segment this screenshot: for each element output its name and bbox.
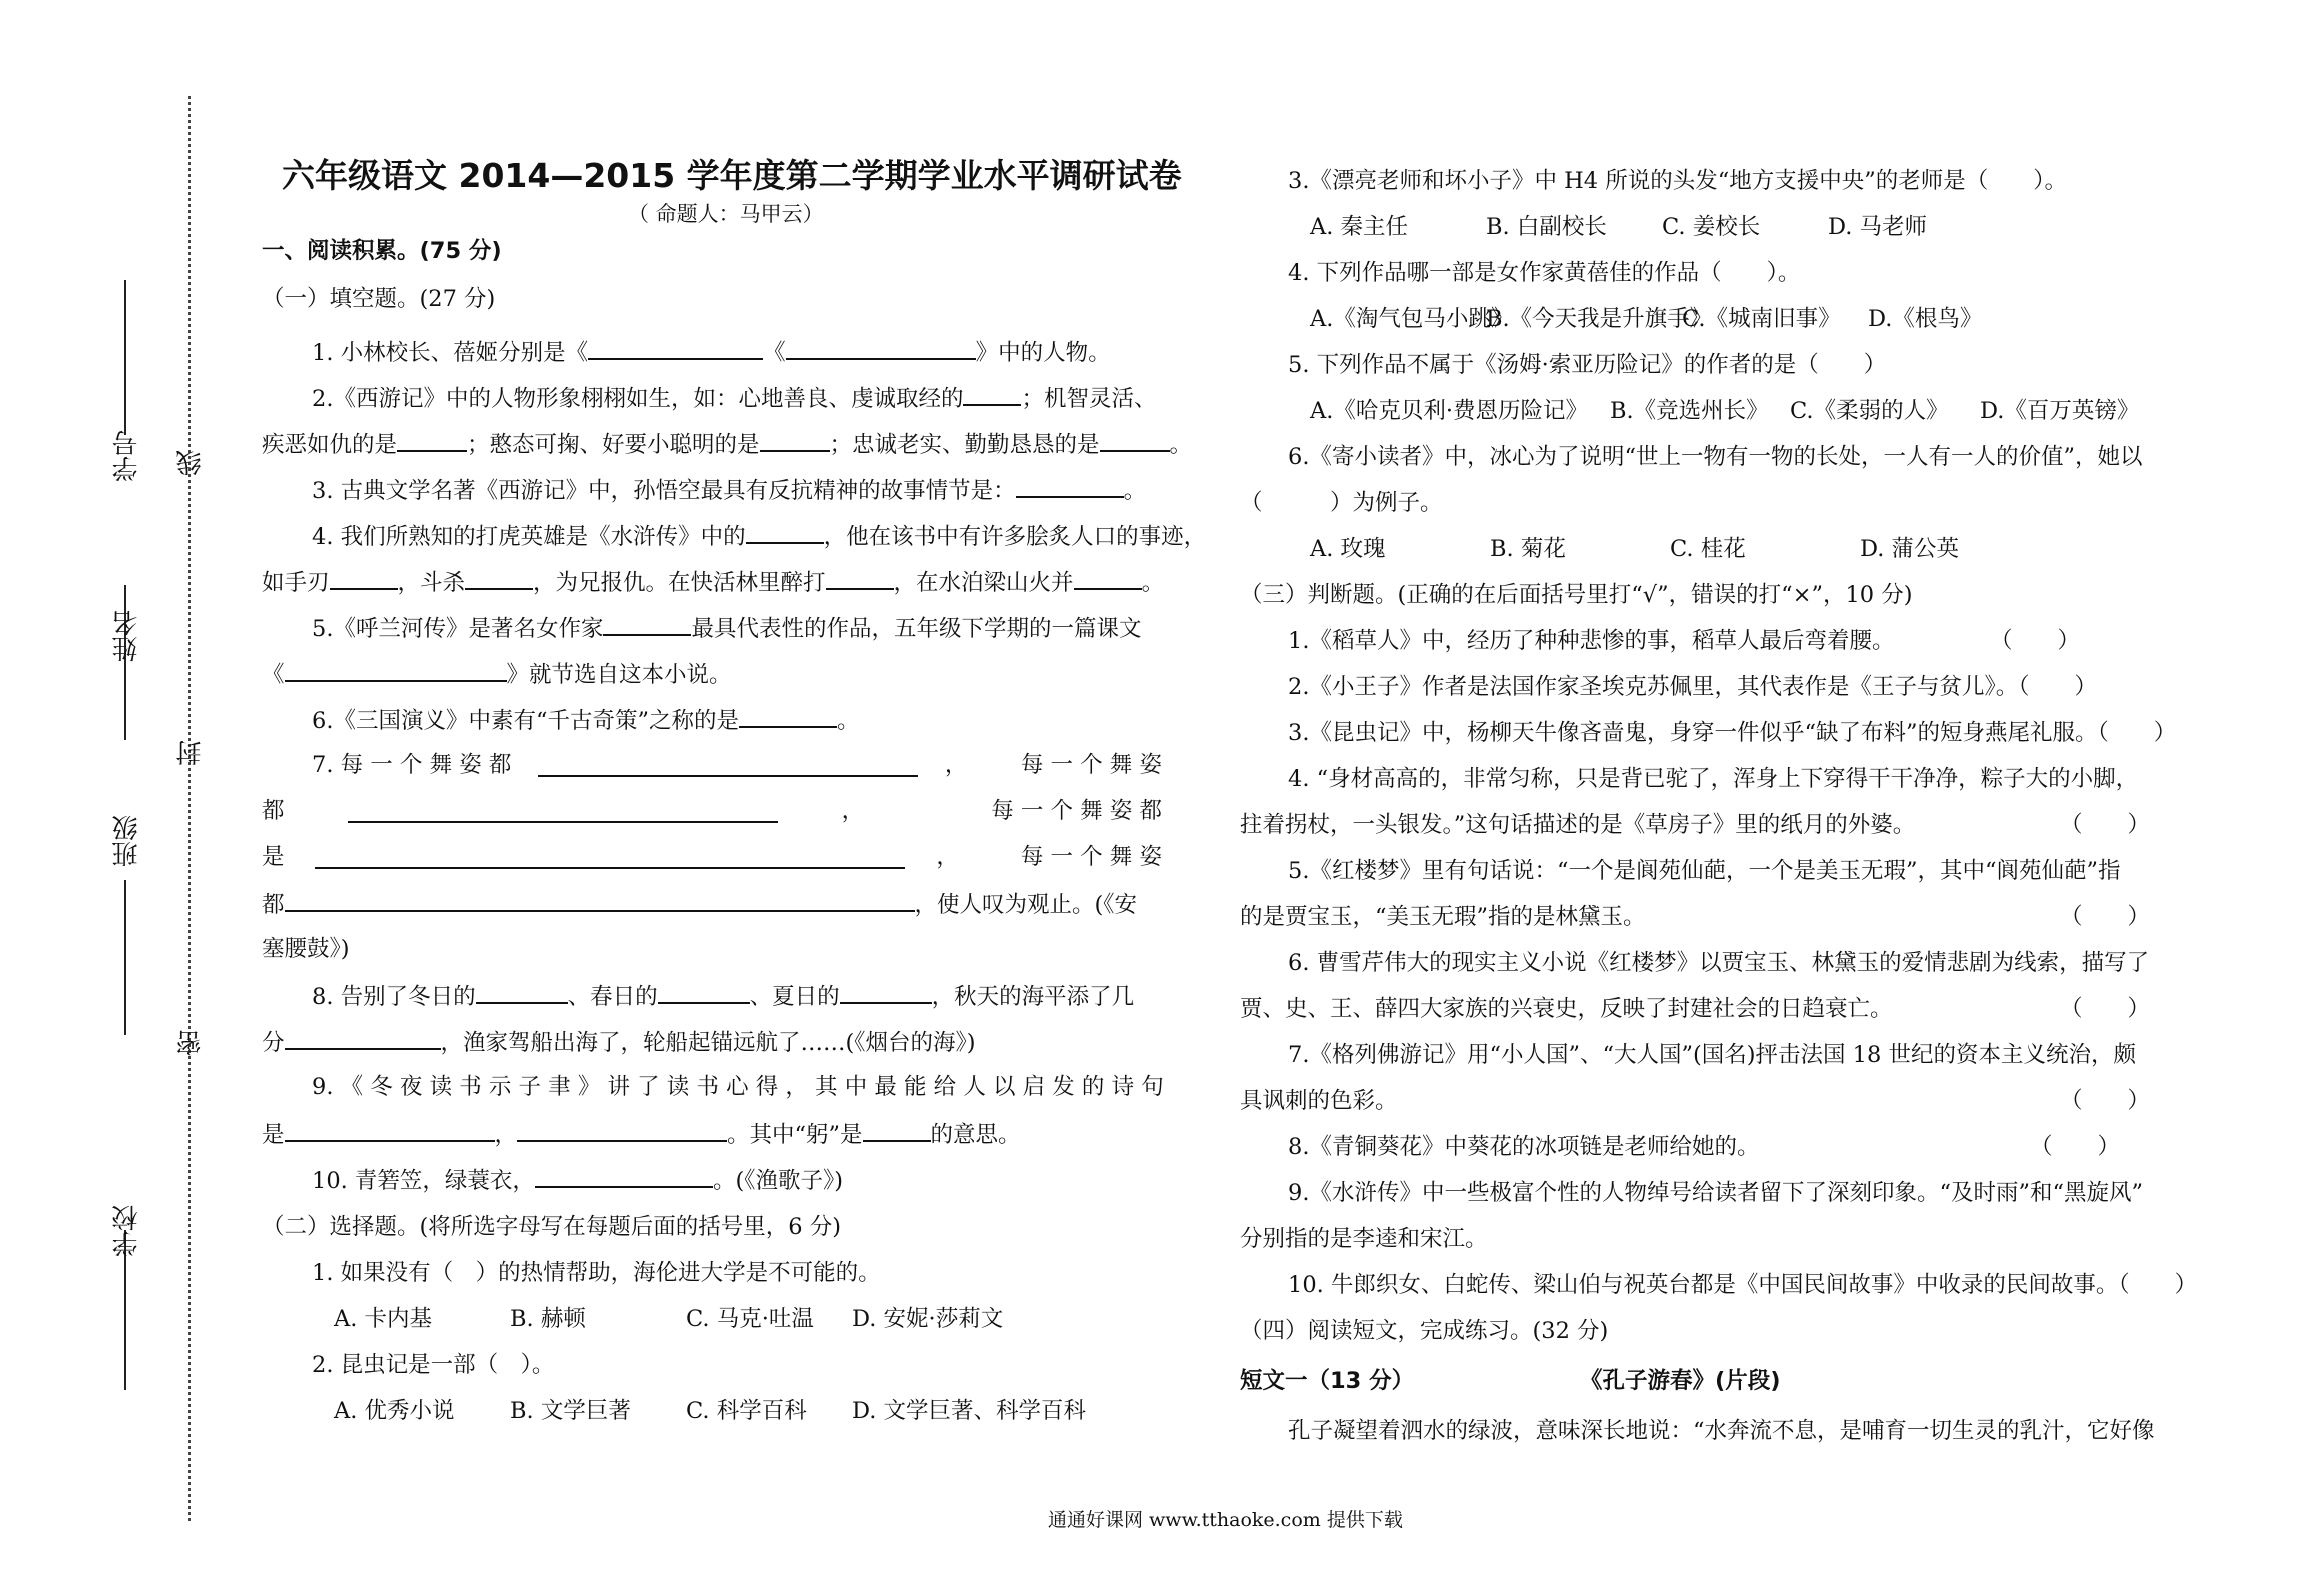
option-a: A. 玫瑰 — [1310, 536, 1386, 562]
answer-blank — [285, 1122, 495, 1142]
line-text: 3. 古典文学名著《西游记》中，孙悟空最具有反抗精神的故事情节是： — [312, 478, 1016, 504]
answer-brackets: （ ） — [1990, 628, 2081, 654]
answer-blank — [465, 570, 533, 590]
line-text: 每 一 个 舞 姿 — [1020, 752, 1162, 778]
line-text: ，使人叹为观止。(《安 — [914, 892, 1138, 918]
text-line — [312, 616, 1141, 641]
text-line — [1310, 216, 1978, 239]
option-a: A.《淘气包马小跳》 — [1310, 306, 1514, 332]
line-text: 8. 告别了冬日的 — [312, 984, 476, 1010]
line-text: 的是贾宝玉，“美玉无瑕”指的是林黛玉。 — [1240, 904, 1646, 930]
text-line — [262, 662, 732, 687]
line-text: 9.《水浒传》中一些极富个性的人物绰号给读者留下了深刻印象。“及时雨”和“黑旋风” — [1288, 1180, 2143, 1206]
option-b: B. 白副校长 — [1486, 214, 1607, 240]
name-label: 姓名 — [112, 610, 142, 662]
text-line — [1310, 308, 1988, 331]
line-text: ，在水泊梁山火并 — [893, 570, 1074, 596]
line-text: 2.《西游记》中的人物形象栩栩如生，如：心地善良、虔诚取经的 — [312, 386, 964, 412]
line-text: 7. 每 一 个 舞 姿 都 — [312, 752, 512, 778]
text-line — [262, 288, 495, 311]
text-line — [1288, 722, 2176, 745]
option-b: B.《竞选州长》 — [1610, 398, 1769, 424]
line-text: 分 — [262, 1030, 285, 1056]
line-text: （一）填空题。(27 分) — [262, 286, 496, 312]
answer-brackets: （ ） — [2060, 812, 2151, 838]
line-text: 。 — [836, 708, 860, 734]
text-line — [1288, 860, 2120, 883]
line-text: 一、阅读积累。(75 分) — [262, 238, 502, 264]
answer-blank — [285, 662, 507, 682]
text-line — [1240, 492, 1443, 515]
line-text: 拄着拐杖，一头银发。”这句话描述的是《草房子》里的纸月的外婆。 — [1240, 812, 1916, 838]
school-label: 学校 — [112, 1205, 142, 1257]
answer-blank — [863, 1122, 931, 1142]
option-c: C. 马克·吐温 — [686, 1306, 814, 1332]
line-text: ，为兄报仇。在快活林里醉打 — [533, 570, 826, 596]
student-id-label: 学号 — [112, 430, 142, 482]
line-text: 如手刃 — [262, 570, 330, 596]
text-line — [1310, 400, 2160, 423]
text-line — [312, 754, 1162, 777]
answer-blank — [760, 432, 830, 452]
text-line — [1240, 996, 2151, 1022]
line-text: ， — [841, 798, 865, 824]
text-line — [1288, 354, 1886, 377]
answer-blank — [826, 570, 894, 590]
text-line — [262, 846, 1162, 869]
text-line — [1240, 1228, 1488, 1251]
text-line — [1288, 628, 2081, 654]
line-text: 》就节选自这本小说。 — [506, 662, 732, 688]
answer-blank — [1100, 432, 1170, 452]
answer-brackets: （ ） — [2060, 904, 2151, 930]
line-text: 分别指的是李逵和宋江。 — [1240, 1226, 1488, 1252]
text-line — [1288, 768, 2138, 791]
line-text: 5. 下列作品不属于《汤姆·索亚历险记》的作者的是（ ） — [1288, 352, 1887, 378]
answer-brackets: （ ） — [2030, 1134, 2121, 1160]
option-c: C.《城南旧事》 — [1682, 306, 1841, 332]
line-text: 5.《呼兰河传》是著名女作家 — [312, 616, 604, 642]
answer-blank — [588, 340, 763, 360]
line-text: 每 一 个 舞 姿 都 — [991, 798, 1162, 824]
answer-blank — [538, 757, 918, 777]
answer-blank — [315, 849, 905, 869]
exam-author: （ 命题人：马甲云） — [628, 202, 824, 226]
option-d: D.《根鸟》 — [1868, 306, 1983, 332]
line-text: 的意思。 — [930, 1122, 1021, 1148]
text-line — [312, 1168, 843, 1193]
line-text: 具讽刺的色彩。 — [1240, 1088, 1398, 1114]
line-text: ，他在该书中有许多脍炙人口的事迹， — [823, 524, 1207, 550]
option-c: C. 科学百科 — [686, 1398, 807, 1424]
dotted-cut-line — [188, 96, 191, 1521]
line-text: 短文一（13 分） — [1240, 1368, 1415, 1394]
option-d: D.《百万英镑》 — [1980, 398, 2140, 424]
text-line — [312, 340, 1111, 365]
line-text: 塞腰鼓》) — [262, 936, 350, 962]
name-line — [124, 585, 126, 740]
line-text: 4. “身材高高的，非常匀称，只是背已驼了，浑身上下穿得干干净净，粽子大的小脚， — [1288, 766, 2139, 792]
binding-margin — [0, 0, 260, 1595]
line-text: 。(《渔歌子》) — [712, 1168, 843, 1194]
answer-blank — [535, 1168, 713, 1188]
line-text: ， — [944, 752, 968, 778]
line-text: 1. 如果没有（ ）的热情帮助，海伦进大学是不可能的。 — [312, 1260, 881, 1286]
line-text: （二）选择题。(将所选字母写在每题后面的括号里，6 分) — [262, 1214, 842, 1240]
line-text: 每 一 个 舞 姿 — [1020, 844, 1162, 870]
line-text: 是 — [262, 844, 285, 870]
line-text: ；机智灵活、 — [1021, 386, 1157, 412]
answer-blank — [963, 386, 1021, 406]
answer-blank — [330, 570, 398, 590]
answer-blank — [397, 432, 467, 452]
text-line — [1240, 904, 2151, 930]
line-text: 、夏日的 — [749, 984, 840, 1010]
answer-blank — [517, 1122, 727, 1142]
answer-blank — [658, 984, 750, 1004]
line-text: 3.《漂亮老师和坏小子》中 H4 所说的头发“地方支援中央”的老师是（ ）。 — [1288, 168, 2067, 194]
line-text: 》中的人物。 — [975, 340, 1111, 366]
line-text: 1.《稻草人》中，经历了种种悲惨的事，稻草人最后弯着腰。 — [1288, 628, 1895, 654]
line-text: 2.《小王子》作者是法国作家圣埃克苏佩里，其代表作是《王子与贫儿》。（ ） — [1288, 674, 2097, 700]
answer-brackets: （ ） — [2060, 1088, 2151, 1114]
text-line — [262, 1030, 976, 1055]
option-d: D. 文学巨著、科学百科 — [852, 1398, 1087, 1424]
page-footer: 通通好课网 www.tthaoke.com 提供下载 — [1048, 1509, 1403, 1531]
option-a: A. 卡内基 — [334, 1306, 433, 1332]
line-text: 6. 曹雪芹伟大的现实主义小说《红楼梦》以贾宝玉、林黛玉的爱情悲剧为线索，描写了 — [1288, 950, 2150, 976]
text-line — [1288, 952, 2149, 975]
text-line — [262, 432, 1192, 457]
text-line — [1240, 584, 1913, 607]
text-line — [334, 1308, 1052, 1331]
option-b: B.《今天我是升旗手》 — [1486, 306, 1713, 332]
text-line — [312, 1076, 1164, 1099]
answer-blank — [348, 803, 778, 823]
line-text: 最具代表性的作品，五年级下学期的一篇课文 — [691, 616, 1142, 642]
text-line — [1288, 676, 2097, 699]
text-line — [312, 1262, 881, 1285]
line-text: 7.《格列佛游记》用“小人国”、“大人国”(国名)抨击法国 18 世纪的资本主义统治，颇 — [1288, 1042, 2136, 1068]
line-text: ，渔家驾船出海了，轮船起锚远航了……(《烟台的海》) — [440, 1030, 976, 1056]
answer-brackets: （ ） — [2060, 996, 2151, 1022]
answer-blank — [603, 616, 691, 636]
option-b: B. 赫顿 — [510, 1306, 586, 1332]
option-c: C. 姜校长 — [1662, 214, 1761, 240]
line-text: ， — [936, 844, 959, 870]
seal-char-line: 线 — [176, 450, 206, 476]
text-line — [1288, 1134, 2121, 1160]
text-line — [1288, 1044, 2136, 1067]
answer-blank — [285, 892, 915, 912]
line-text: 疾恶如仇的是 — [262, 432, 398, 458]
text-line — [312, 524, 1206, 549]
text-line — [312, 708, 860, 733]
text-line — [312, 478, 1146, 503]
line-text: 3.《昆虫记》中，杨柳天牛像吝啬鬼，身穿一件似乎“缺了布料”的短身燕尾礼服。（ ） — [1288, 720, 2177, 746]
option-b: B. 菊花 — [1490, 536, 1566, 562]
line-text: （四）阅读短文，完成练习。(32 分) — [1240, 1318, 1609, 1344]
line-text: 都 — [262, 798, 285, 824]
line-text: 《 — [763, 340, 786, 366]
answer-blank — [786, 340, 976, 360]
line-text: 。 — [1169, 432, 1193, 458]
option-d: D. 蒲公英 — [1860, 536, 1960, 562]
seal-char-seal: 封 — [176, 740, 206, 766]
line-text: ；忠诚老实、勤勤恳恳的是 — [829, 432, 1100, 458]
line-text: ， — [494, 1122, 518, 1148]
option-c: C.《柔弱的人》 — [1790, 398, 1949, 424]
line-text: 1. 小林校长、蓓姬分别是《 — [312, 340, 589, 366]
text-line — [262, 1216, 841, 1239]
line-text: 。 — [1141, 570, 1165, 596]
line-text: 10. 牛郎织女、白蛇传、梁山伯与祝英台都是《中国民间故事》中收录的民间故事。（ ） — [1288, 1272, 2198, 1298]
text-line — [1580, 1370, 1781, 1393]
option-a: A.《哈克贝利·费恩历险记》 — [1310, 398, 1589, 424]
line-text: ，秋天的海平添了几 — [931, 984, 1135, 1010]
line-text: 4. 我们所熟知的打虎英雄是《水浒传》中的 — [312, 524, 746, 550]
text-line — [1310, 538, 2010, 561]
line-text: ；憨态可掬、好要小聪明的是 — [467, 432, 760, 458]
text-line — [262, 240, 502, 263]
text-line — [312, 386, 1156, 411]
text-line — [1288, 446, 2142, 469]
text-line — [262, 800, 1162, 823]
text-line — [1288, 262, 1800, 285]
option-b: B. 文学巨著 — [510, 1398, 631, 1424]
text-line — [1240, 1370, 1414, 1393]
text-line — [262, 1122, 1021, 1147]
answer-blank — [739, 708, 837, 728]
class-label: 班级 — [112, 815, 142, 867]
text-line — [1288, 1274, 2197, 1297]
answer-blank — [746, 524, 824, 544]
line-text: 4. 下列作品哪一部是女作家黄蓓佳的作品（ ）。 — [1288, 260, 1801, 286]
line-text: 。其中“躬”是 — [727, 1122, 863, 1148]
answer-blank — [1074, 570, 1142, 590]
line-text: 《 — [262, 662, 285, 688]
text-line — [1240, 1320, 1608, 1343]
option-c: C. 桂花 — [1670, 536, 1746, 562]
line-text: 6.《寄小读者》中，冰心为了说明“世上一物有一物的长处，一人有一人的价值”，她以 — [1288, 444, 2143, 470]
option-d: D. 安妮·莎莉文 — [852, 1306, 1004, 1332]
line-text: 是 — [262, 1122, 285, 1148]
text-line — [1288, 1420, 2155, 1443]
line-text: 9. 《 冬 夜 读 书 示 子 聿 》 讲 了 读 书 心 得 ， 其 中 最 能 给 人 以 启 发 的 诗 句 — [312, 1074, 1164, 1100]
line-text: 孔子凝望着泗水的绿波，意味深长地说：“水奔流不息，是哺育一切生灵的乳汁，它好像 — [1288, 1418, 2155, 1444]
seal-char-secret: 密 — [176, 1030, 206, 1056]
text-line — [1288, 1182, 2143, 1205]
text-line — [1288, 170, 2067, 193]
line-text: 8.《青铜葵花》中葵花的冰项链是老师给她的。 — [1288, 1134, 1760, 1160]
line-text: 5.《红楼梦》里有句话说：“一个是阆苑仙葩，一个是美玉无瑕”，其中“阆苑仙葩”指 — [1288, 858, 2121, 884]
text-line — [312, 1354, 554, 1377]
answer-blank — [840, 984, 932, 1004]
line-text: （ ）为例子。 — [1240, 490, 1443, 516]
line-text: 《孔子游春》(片段) — [1580, 1368, 1781, 1394]
line-text: 、春日的 — [567, 984, 658, 1010]
line-text: （三）判断题。(正确的在后面括号里打“√”，错误的打“×”，10 分) — [1240, 582, 1913, 608]
class-line — [124, 880, 126, 1035]
answer-blank — [476, 984, 568, 1004]
line-text: 都 — [262, 892, 285, 918]
exam-title: 六年级语文 2014—2015 学年度第二学期学业水平调研试卷 — [282, 156, 1182, 195]
answer-blank — [1016, 478, 1124, 498]
text-line — [262, 570, 1164, 595]
student-id-line — [124, 280, 126, 435]
answer-blank — [285, 1030, 441, 1050]
text-line — [312, 984, 1134, 1009]
line-text: 贾、史、王、薛四大家族的兴衰史，反映了封建社会的日趋衰亡。 — [1240, 996, 1893, 1022]
line-text: 。 — [1123, 478, 1147, 504]
line-text: 2. 昆虫记是一部（ ）。 — [312, 1352, 555, 1378]
text-line — [1240, 1088, 2151, 1114]
text-line — [334, 1400, 1112, 1423]
text-line — [1240, 812, 2151, 838]
line-text: ，斗杀 — [397, 570, 466, 596]
text-line — [262, 892, 1137, 917]
option-a: A. 秦主任 — [1310, 214, 1409, 240]
line-text: 6.《三国演义》中素有“千古奇策”之称的是 — [312, 708, 739, 734]
line-text: 10. 青箬笠，绿蓑衣， — [312, 1168, 535, 1194]
option-a: A. 优秀小说 — [334, 1398, 455, 1424]
text-line — [262, 938, 350, 961]
option-d: D. 马老师 — [1828, 214, 1928, 240]
